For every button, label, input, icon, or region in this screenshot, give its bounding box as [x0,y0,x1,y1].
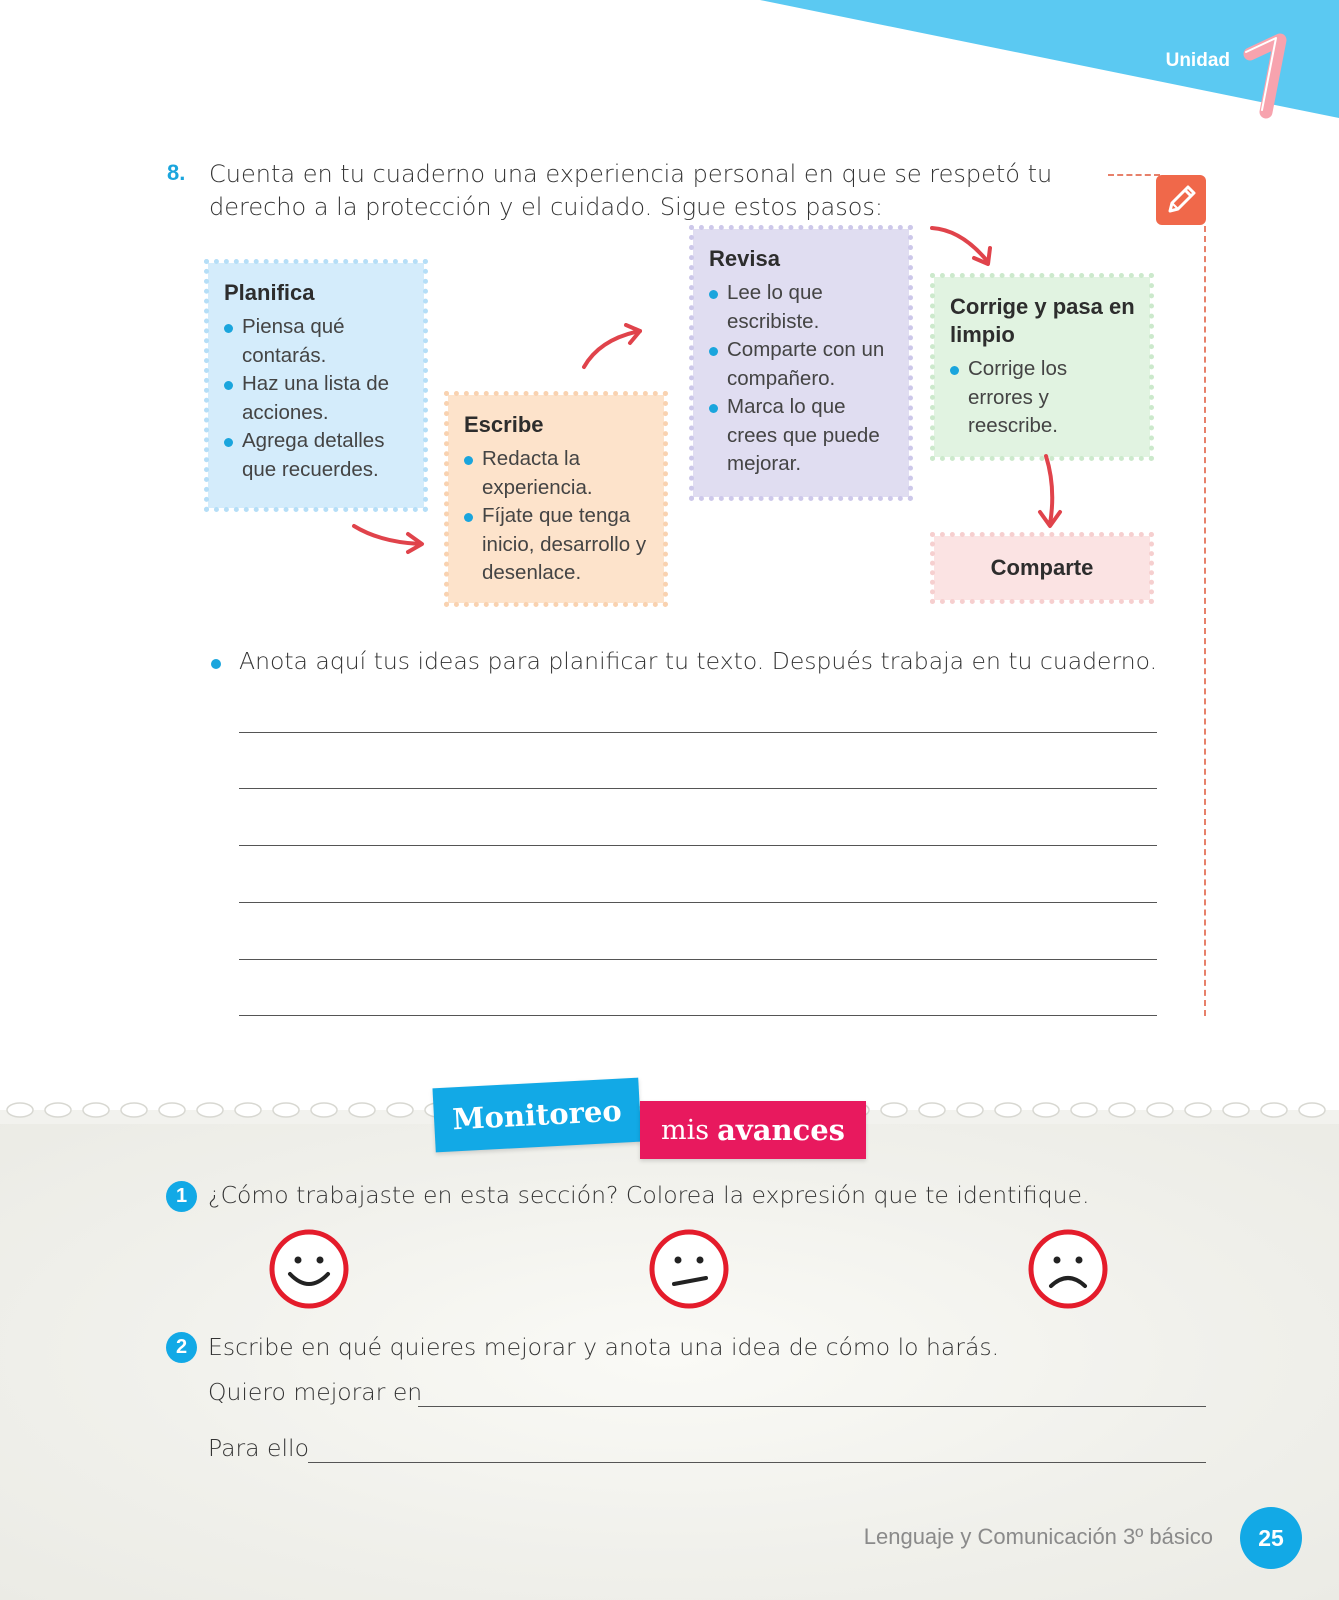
dashed-connector [1108,174,1160,178]
scallop-shape [235,1103,261,1117]
step-title: Corrige y pasa en limpio [950,294,1135,347]
scallop-shape [197,1103,223,1117]
writing-line[interactable] [239,788,1157,789]
scallop-shape [1109,1103,1135,1117]
scallop-shape [1223,1103,1249,1117]
question-text: ¿Cómo trabajaste en esta sección? Colorea la expresión que te identifique. [208,1181,1090,1209]
scallop-shape [273,1103,299,1117]
bullet-icon [224,438,233,447]
bullet-icon [709,347,718,356]
scallop-shape [1261,1103,1287,1117]
bullet-icon [224,381,233,390]
scallop-shape [1299,1103,1325,1117]
unit-number-graphic [1240,30,1300,120]
scallop-shape [1033,1103,1059,1117]
unit-label: Unidad [1165,50,1230,71]
question-number: 1 [166,1181,197,1212]
scallop-shape [349,1103,375,1117]
scallop-shape [1071,1103,1097,1117]
step-item: Comparte con un compañero. [709,336,895,393]
arrow-right-icon [350,518,430,558]
para-ello-writing-line[interactable] [308,1462,1206,1463]
step-item: Redacta la experiencia. [464,445,650,502]
bullet-icon [709,404,718,413]
writing-line[interactable] [239,1015,1157,1016]
step-item: Agrega detalles que recuerdes. [224,427,410,484]
step-title: Revisa [709,246,780,271]
para-ello-label: Para ello [208,1434,309,1462]
scallop-shape [7,1103,33,1117]
margin-dashed-line [1204,226,1206,1016]
bullet-icon [224,324,233,333]
step-item: Fíjate que tenga inicio, desarrollo y desenlace. [464,502,650,588]
step-card-corrige [934,277,1150,457]
pencil-icon [1156,175,1206,225]
step-title: Escribe [464,412,544,437]
step-card-comparte [934,536,1150,600]
writing-line[interactable] [239,959,1157,960]
step-item: Haz una lista de acciones. [224,370,410,427]
step-item: Lee lo que escribiste. [709,279,895,336]
step-title: Planifica [224,280,315,305]
scallop-shape [957,1103,983,1117]
scallop-shape [995,1103,1021,1117]
scallop-shape [387,1103,413,1117]
book-title: Lenguaje y Comunicación 3º básico [863,1524,1213,1549]
neutral-face-icon[interactable] [648,1228,730,1310]
arrow-down-right-icon [928,222,998,272]
sad-face-icon[interactable] [1027,1228,1109,1310]
note-instruction: Anota aquí tus ideas para planificar tu texto. Después trabaja en tu cuaderno. [239,647,1158,675]
arrow-down-icon [1030,452,1070,532]
writing-line[interactable] [239,732,1157,733]
step-card-revisa [693,229,909,497]
bullet-icon [709,290,718,299]
writing-line[interactable] [239,845,1157,846]
scallop-shape [83,1103,109,1117]
scallop-shape [881,1103,907,1117]
scallop-shape [1147,1103,1173,1117]
question-text: Escribe en qué quieres mejorar y anota una idea de cómo lo harás. [208,1333,1000,1361]
step-item: Marca lo que crees que puede mejorar. [709,393,895,479]
step-card-planifica [208,263,424,508]
happy-face-icon[interactable] [268,1228,350,1310]
scallop-shape [919,1103,945,1117]
step-item: Corrige los errores y reescribe. [950,355,1136,441]
scallop-shape [121,1103,147,1117]
bullet-icon [464,456,473,465]
mejorar-label: Quiero mejorar en [208,1378,423,1406]
bullet-icon [211,659,221,669]
scallop-shape [159,1103,185,1117]
step-card-escribe [448,395,664,603]
scallop-shape [1185,1103,1211,1117]
bullet-icon [950,366,959,375]
mis-avances-badge: mis avances [640,1101,866,1159]
scallop-shape [45,1103,71,1117]
mejorar-writing-line[interactable] [418,1406,1206,1407]
page-number: 25 [1240,1507,1302,1569]
step-title: Comparte [990,555,1094,580]
activity-prompt: Cuenta en tu cuaderno una experiencia personal en que se respetó tu derecho a la protección y el cuidado. Sigue estos pasos: [209,160,1053,221]
writing-line[interactable] [239,902,1157,903]
scallop-shape [311,1103,337,1117]
bullet-icon [464,513,473,522]
arrow-up-right-icon [578,323,648,373]
step-item: Piensa qué contarás. [224,313,410,370]
question-number: 2 [166,1332,197,1363]
monitoreo-badge: Monitoreo [432,1078,641,1153]
activity-number: 8. [167,160,186,185]
